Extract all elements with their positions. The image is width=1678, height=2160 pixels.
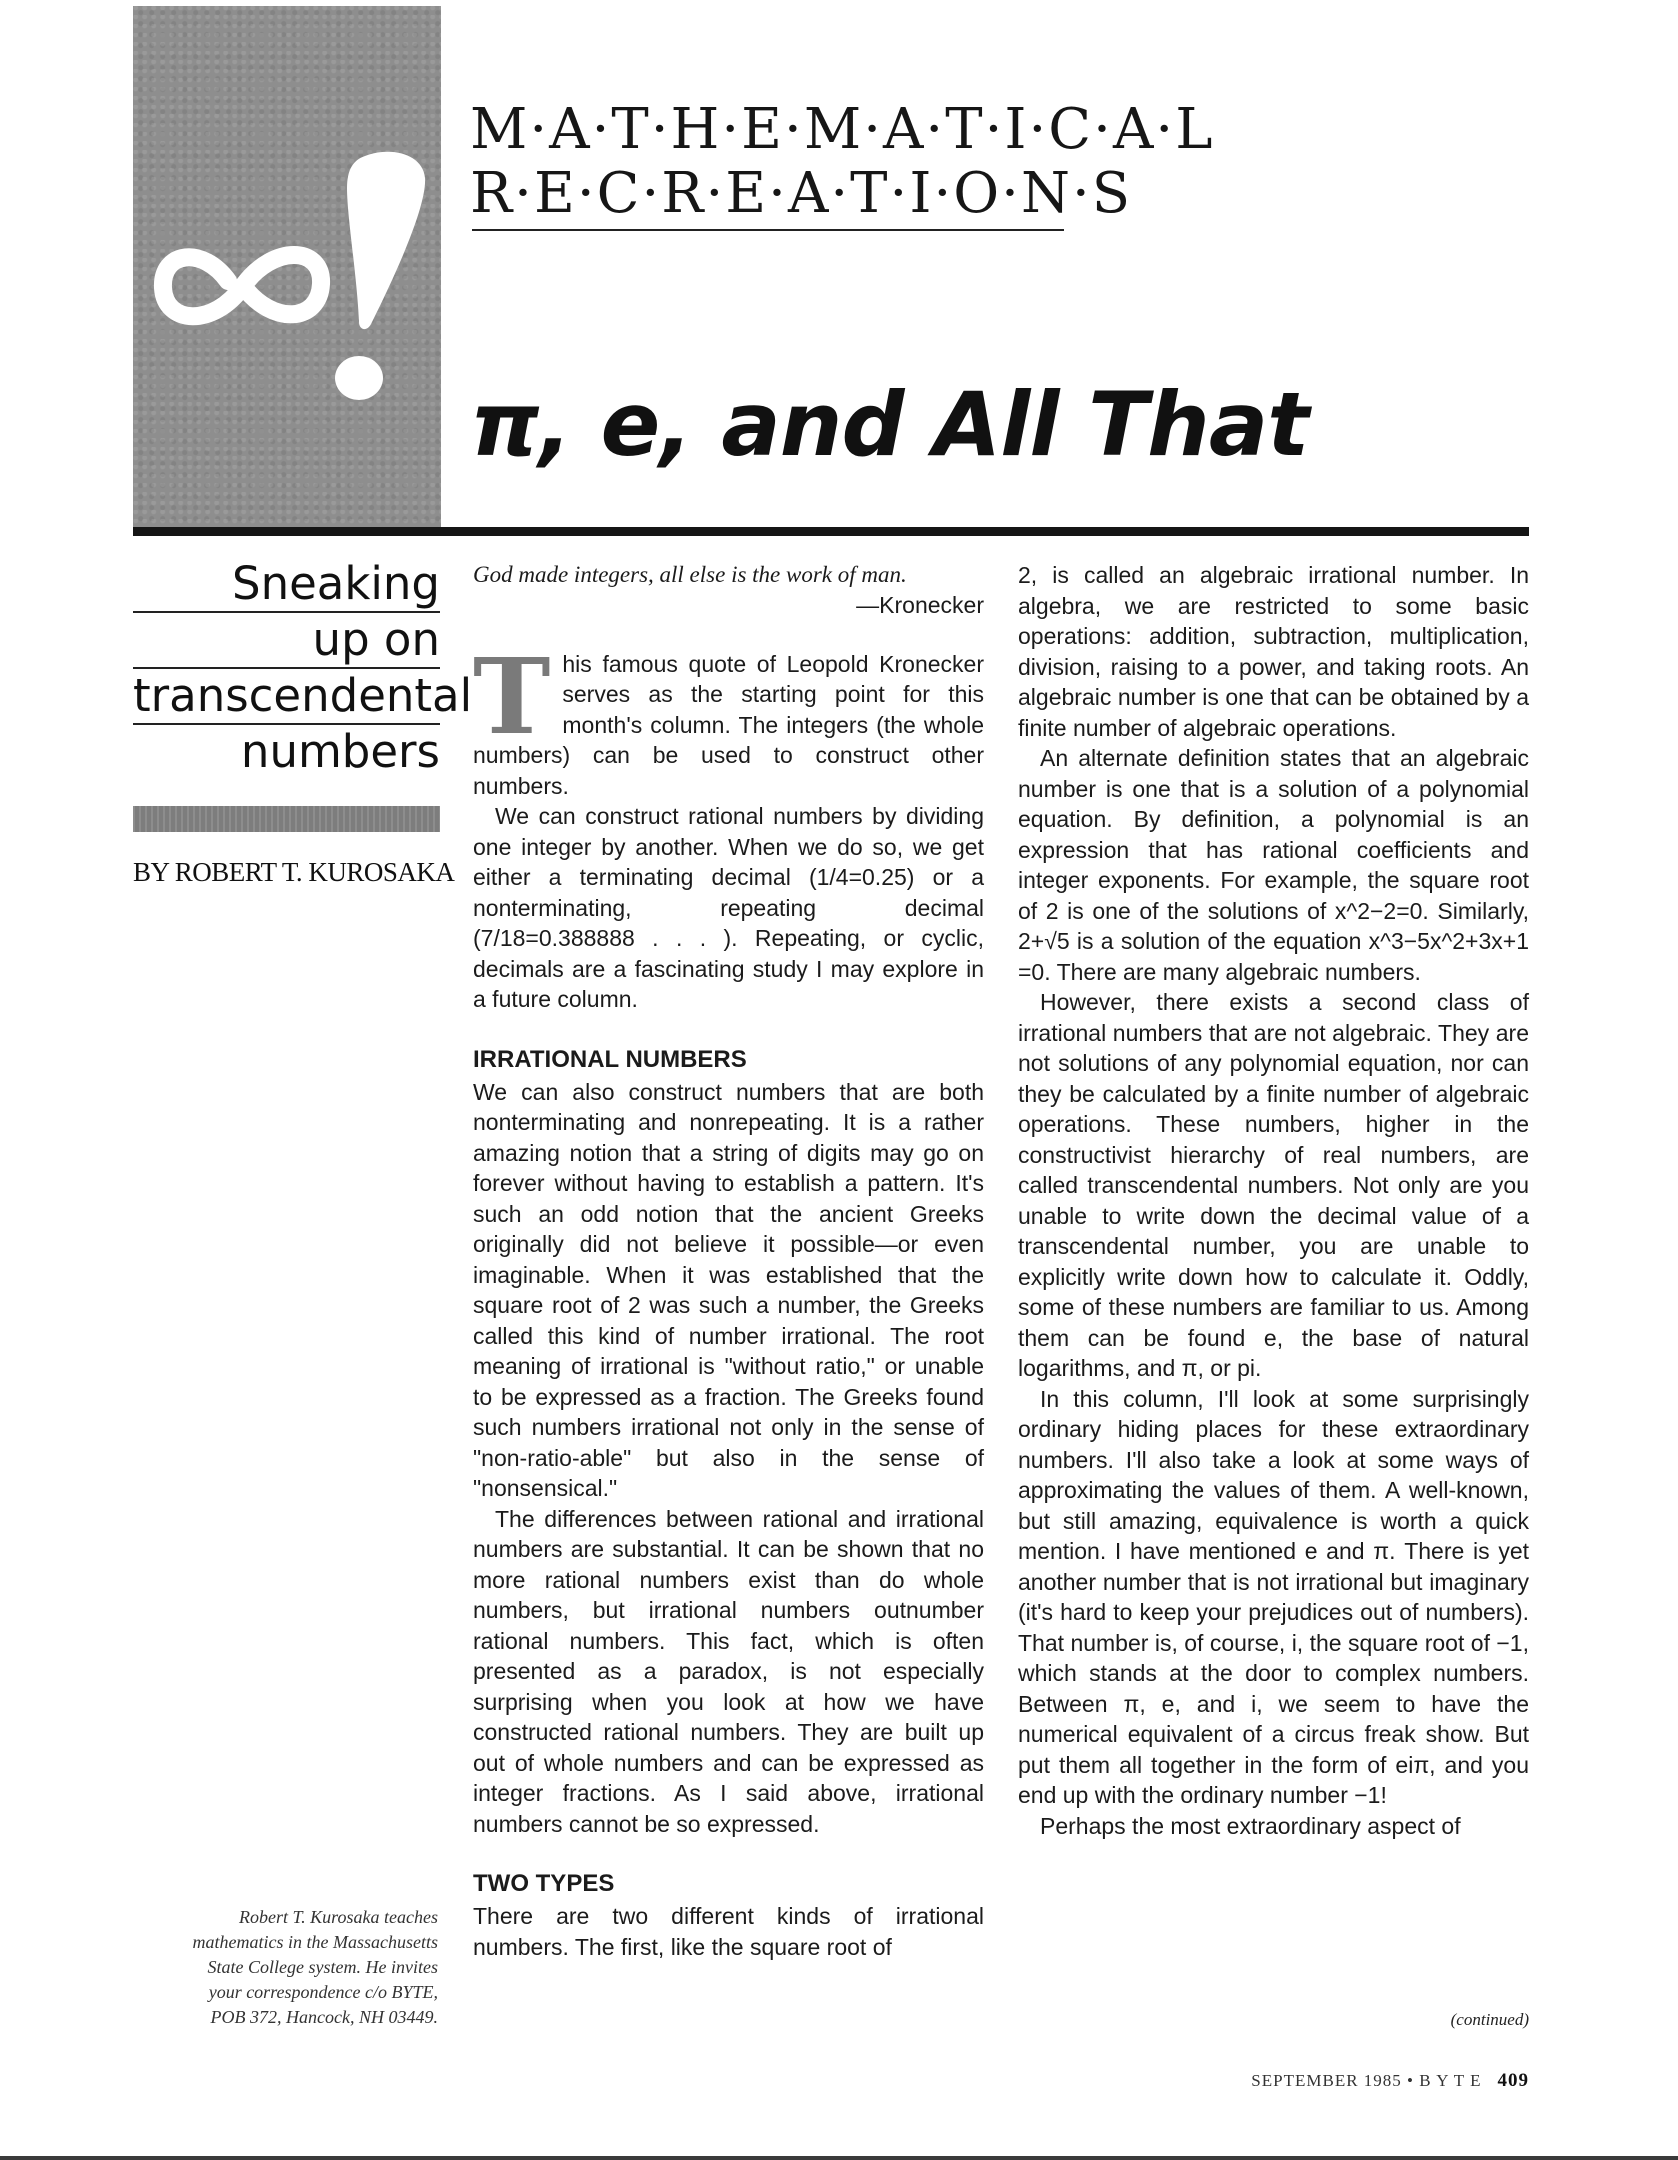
page-number: 409 bbox=[1497, 2070, 1529, 2091]
article-column-2 bbox=[1018, 560, 1529, 1841]
title-rule bbox=[133, 527, 1529, 536]
page-footer bbox=[1100, 2070, 1529, 2092]
subtitle-line-2: up on bbox=[133, 613, 440, 669]
subtitle-line-4: numbers bbox=[240, 725, 440, 778]
paragraph-text: his famous quote of Leopold Kronecker serves as the starting point for this month's column. The integers (the whole numbers) can be used to construct other numbers. bbox=[473, 650, 984, 799]
paragraph: We can construct rational numbers by dividing one integer by another. When we do so, we get either a terminating decimal (1/4=0.25) or a nonterminating, repeating decimal (7/18=0.388888 . . . ). Repeating, or cyclic, decimals are a fascinating study I may explore in a future column. bbox=[473, 803, 984, 1012]
infinity-factorial-icon bbox=[133, 6, 441, 530]
series-title-rule bbox=[472, 229, 1064, 231]
article-column-1 bbox=[473, 560, 984, 1962]
column-logo bbox=[133, 6, 441, 530]
byline: BY ROBERT T. KUROSAKA bbox=[133, 857, 455, 887]
article-title: π, e, and All That bbox=[470, 373, 1309, 476]
drop-cap: T bbox=[473, 634, 551, 758]
paragraph: The differences between rational and irrational numbers are substantial. It can be shown that no more rational numbers exist than do whole numbers, but irrational numbers outnumber rational numbers. This fact, which is often presented as a paradox, is not especially surprising when you look at how we have constructed rational numbers. They are built up out of whole numbers and can be expressed as integer fractions. As I said above, irrational numbers cannot be so expressed. bbox=[473, 1505, 984, 1837]
issue-label: SEPTEMBER 1985 • B Y T E bbox=[1251, 2071, 1482, 2090]
paragraph: 2, is called an algebraic irrational number. In algebra, we are restricted to some basic operations: addition, subtraction, multiplication, division, raising to a power, and taking roots. An algebraic number is one that can be obtained by a finite number of algebraic operations. bbox=[1018, 562, 1529, 741]
subtitle-line-1: Sneaking bbox=[133, 557, 440, 613]
author-bio: Robert T. Kurosaka teaches mathematics in the Massachusetts State College system. He invites your correspondence c/o BYTE, POB 372, Hancock, NH 03449. bbox=[192, 1907, 438, 2027]
section-heading-irrational-numbers: IRRATIONAL NUMBERS bbox=[473, 1045, 747, 1073]
section-heading-two-types: TWO TYPES bbox=[473, 1870, 615, 1897]
epigraph: God made integers, all else is the work of man. bbox=[473, 562, 907, 587]
series-title bbox=[470, 97, 1215, 226]
continued-note: (continued) bbox=[1450, 2010, 1529, 2029]
paragraph: We can also construct numbers that are both nonterminating and nonrepeating. It is a rather amazing notion that a string of digits may go on forever without having to establish a pattern. It's such an odd notion that the ancient Greeks originally did not believe it possible—or even imaginable. When it was established that the square root of 2 was such a number, the Greeks called this kind of number irrational. The root meaning of irrational is "without ratio," or unable to be expressed as a fraction. The Greeks found such numbers irrational not only in the sense of "non-ratio-able" but also in the sense of "nonsensical." bbox=[473, 1078, 984, 1501]
scan-edge bbox=[0, 2156, 1678, 2160]
subtitle-line-3: transcendental bbox=[133, 669, 440, 725]
series-title-line-2: R·E·C·R·E·A·T·I·O·N·S bbox=[470, 161, 1133, 226]
article-subtitle bbox=[133, 557, 473, 779]
paragraph: Perhaps the most extraordinary aspect of bbox=[1040, 1812, 1461, 1839]
paragraph: There are two different kinds of irrational numbers. The first, like the square root of bbox=[473, 1903, 984, 1960]
paragraph: However, there exists a second class of irrational numbers that are not algebraic. They are not solutions of any polynomial equation, nor can they be calculated by a finite number of algebraic operations. These numbers, higher in the constructivist hierarchy of real numbers, are called transcendental numbers. Not only are you unable to write down the decimal value of a transcendental number, you are unable to explicitly write down how to calculate it. Oddly, some of these numbers are familiar to us. Among them can be found e, the base of natural logarithms, and π, or pi. bbox=[1018, 989, 1529, 1381]
subtitle-bar bbox=[133, 806, 440, 832]
series-title-line-1: M·A·T·H·E·M·A·T·I·C·A·L bbox=[470, 97, 1215, 162]
paragraph bbox=[473, 634, 984, 802]
paragraph: In this column, I'll look at some surprisingly ordinary hiding places for these extraordinary numbers. I'll also take a look at some ways of approximating the values of them. A well-known, but still amazing, equivalence is worth a quick mention. I have mentioned e and π. There is yet another number that is not irrational but imaginary (it's hard to keep your prejudices out of numbers). That number is, of course, i, the square root of −1, which stands at the door to complex numbers. Between π, e, and i, we seem to have the numerical equivalent of a circus freak show. But put them all together in the form of eiπ, and you end up with the ordinary number −1! bbox=[1018, 1385, 1529, 1808]
epigraph-attribution: —Kronecker bbox=[856, 592, 984, 618]
paragraph: An alternate definition states that an algebraic number is one that is a solution of a polynomial equation. By definition, a polynomial is an expression that has rational coefficients and integer exponents. For example, the square root of 2 is one of the solutions of x^2−2=0. Similarly, 2+√5 is a solution of the equation x^3−5x^2+3x+1 =0. There are many algebraic numbers. bbox=[1018, 745, 1529, 985]
